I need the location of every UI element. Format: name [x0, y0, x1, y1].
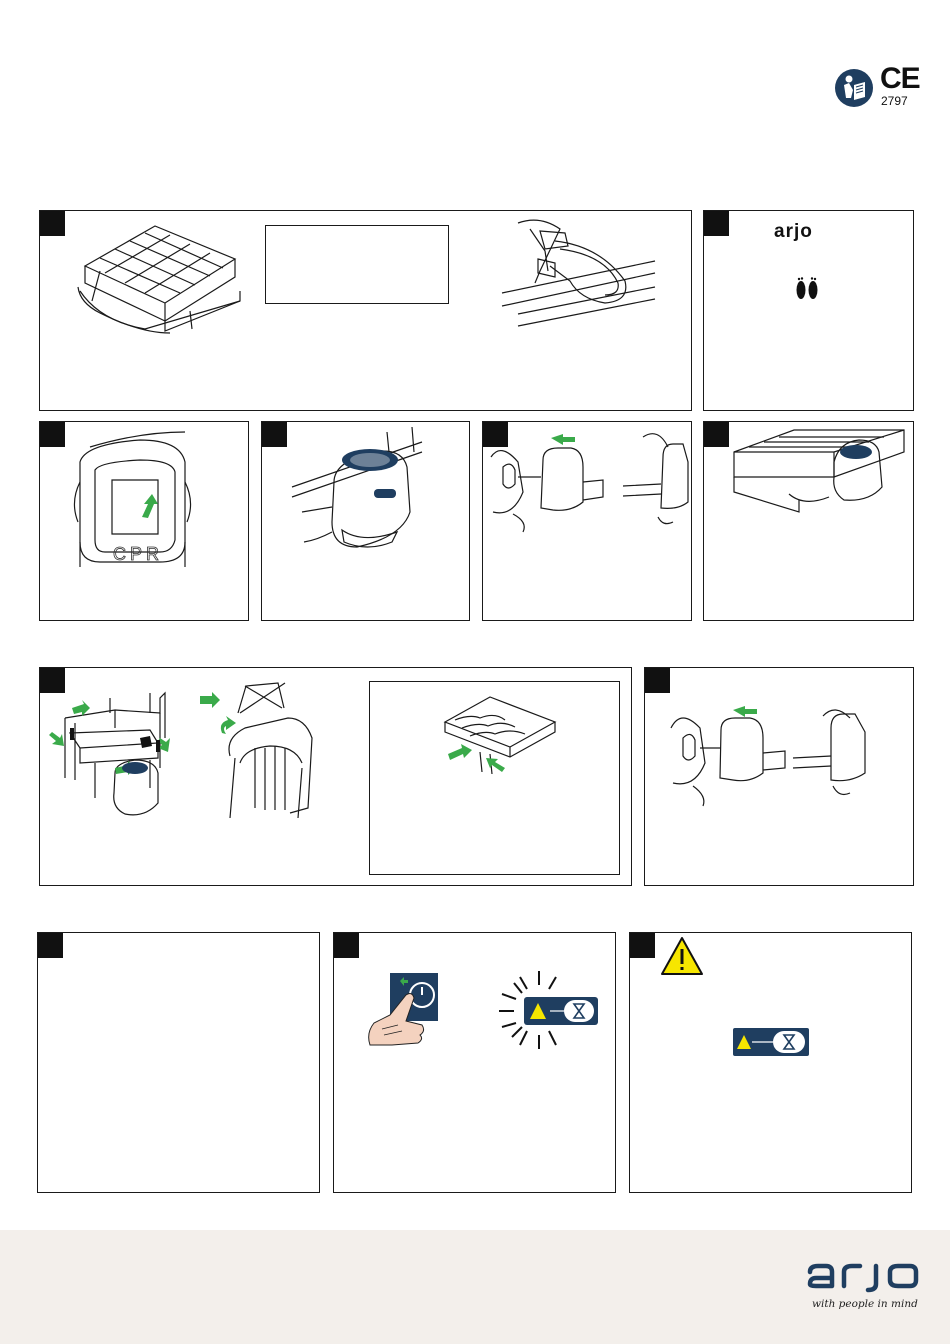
ce-number: 2797	[881, 94, 908, 108]
connector-attach-illustration	[483, 422, 693, 622]
step-marker	[334, 933, 359, 958]
panel-step-i	[644, 667, 914, 886]
step-marker	[38, 933, 63, 958]
step-marker	[630, 933, 655, 958]
cushion-detail-box	[369, 681, 620, 875]
panel-step-e	[482, 421, 692, 621]
strap-buckle-illustration	[40, 211, 693, 412]
feet-icon	[792, 274, 822, 304]
warning-triangle-icon	[660, 936, 704, 976]
panel-step-c	[39, 421, 249, 621]
alarm-timer-indicator-icon	[733, 1028, 809, 1056]
arjo-footer-logo	[806, 1258, 920, 1292]
cushion-with-pump-illustration	[704, 422, 915, 622]
panel-step-j	[37, 932, 320, 1193]
panel-step-d	[261, 421, 470, 621]
footer-tagline: with people in mind	[812, 1298, 918, 1310]
panel-step-k	[333, 932, 616, 1193]
read-instructions-icon	[834, 68, 874, 108]
ce-mark: CE	[880, 62, 920, 95]
finger-press-illustration	[362, 993, 432, 1048]
cushion-detail-illustration	[370, 682, 621, 876]
cpr-cushion-illustration	[40, 422, 250, 622]
pump-on-rail-illustration	[262, 422, 471, 622]
arjo-logo-small: arjo	[774, 221, 813, 242]
panel-step-g	[39, 667, 632, 886]
panel-step-f	[703, 421, 914, 621]
panel-step-a	[39, 210, 692, 411]
panel-step-b	[703, 210, 914, 411]
connector-detach-illustration	[645, 668, 915, 887]
blinking-indicator-illustration	[494, 969, 604, 1049]
panel-step-l	[629, 932, 912, 1193]
cpr-label: CPR	[113, 544, 164, 564]
step-marker	[704, 211, 729, 236]
